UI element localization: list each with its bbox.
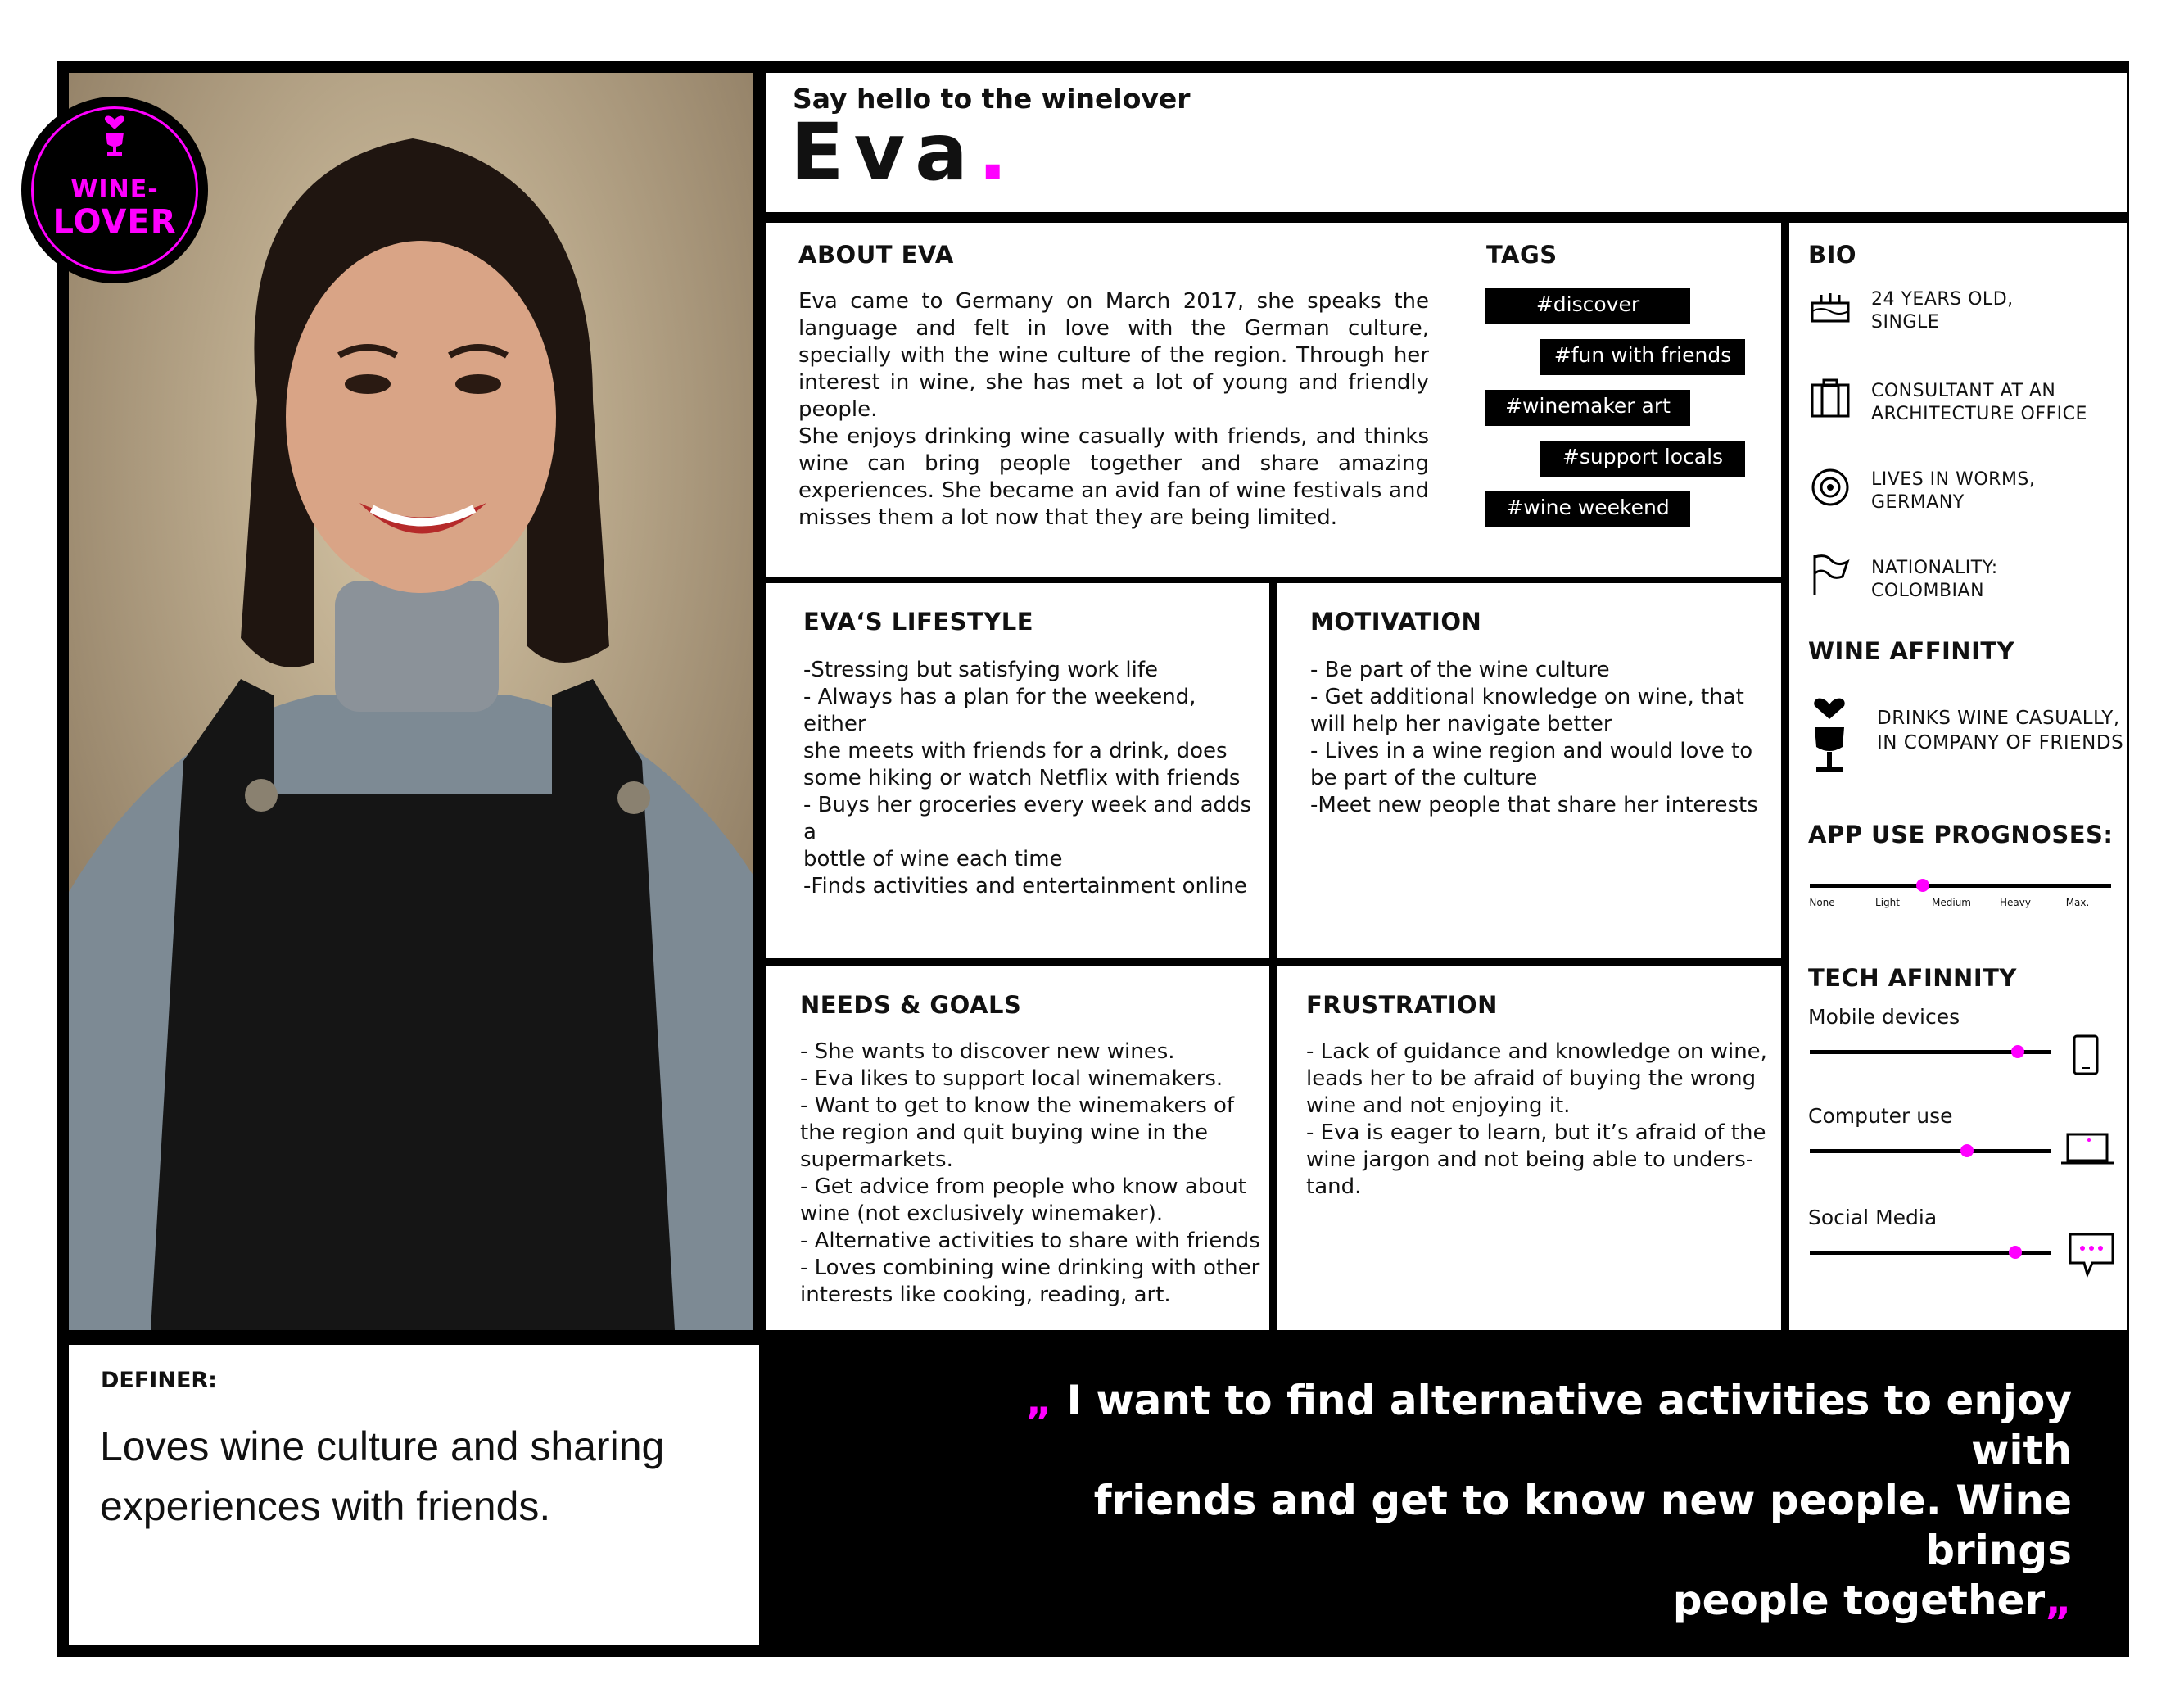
app-use-label-max: Max. [2065, 897, 2090, 908]
about-paragraph-1: Eva came to Germany on March 2017, she speaks the language and felt in love with the German culture, specially with the wine culture of the region. Through her interest in wine, she has met a lot of young and friendly people. [798, 289, 1429, 422]
app-use-title: APP USE PROGNOSES: [1808, 821, 2114, 848]
building-icon [1810, 378, 1851, 419]
frustration-list: - Lack of guidance and knowledge on wine, leads her to be afraid of buying the wrong wine and not enjoying it. - Eva is eager to learn, but it’s afraid of the wine jargon and not being able to unders- tand. [1306, 1039, 1767, 1199]
winelover-badge [21, 97, 208, 283]
motivation-panel [1277, 583, 1781, 958]
frustration-title: FRUSTRATION [1306, 991, 1498, 1019]
birthday-cake-icon [1810, 290, 1851, 323]
badge-line2: LOVER [52, 203, 177, 241]
badge-line1: WINE- [70, 175, 159, 204]
app-use-indicator[interactable] [1916, 879, 1929, 892]
app-use-track[interactable] [1810, 884, 2111, 888]
tech-computer-label: Computer use [1808, 1104, 1953, 1128]
wine-glass-heart-icon [101, 105, 129, 157]
app-use-label-light: Light [1875, 897, 1900, 908]
tech-title: TECH AFINNITY [1808, 964, 2017, 992]
tag-winemaker-art[interactable]: #winemaker art [1485, 390, 1690, 426]
wine-affinity-title: WINE AFFINITY [1808, 637, 2015, 665]
motivation-title: MOTIVATION [1310, 608, 1482, 636]
bio-nationality: NATIONALITY: COLOMBIAN [1871, 558, 1998, 601]
app-use-label-medium: Medium [1932, 897, 1971, 908]
needs-title: NEEDS & GOALS [800, 991, 1022, 1019]
wine-glass-heart-icon [1808, 686, 1851, 776]
tag-support-locals[interactable]: #support locals [1540, 441, 1745, 477]
lifestyle-panel [766, 583, 1269, 958]
tag-discover[interactable]: #discover [1485, 288, 1690, 324]
definer-panel [69, 1345, 759, 1645]
tech-mobile-indicator[interactable] [2011, 1045, 2024, 1058]
header-subtitle: Say hello to the winelover [793, 83, 1191, 115]
tech-social-indicator[interactable] [2009, 1246, 2022, 1259]
bio-location: LIVES IN WORMS, GERMANY [1871, 469, 2036, 513]
tech-social-label: Social Media [1808, 1206, 1938, 1229]
about-panel [766, 223, 1781, 577]
app-use-label-none: None [1809, 897, 1835, 908]
tech-computer-indicator[interactable] [1960, 1144, 1974, 1157]
quote-block [1015, 1376, 2072, 1626]
about-paragraph-2: She enjoys drinking wine casually with friends, and thinks wine can bring people together and share amazing experiences. She became an avid fan of wine festivals and misses them a lot now that they are being limited. [798, 424, 1429, 530]
about-title: ABOUT EVA [798, 241, 954, 269]
motivation-list: - Be part of the wine culture - Get additional knowledge on wine, that will help her navigate better - Lives in a wine region and would love to be part of the culture -Meet new people that share her interests [1310, 658, 1758, 817]
needs-goals-panel [766, 966, 1269, 1330]
app-use-label-heavy: Heavy [2000, 897, 2031, 908]
tag-fun-with-friends[interactable]: #fun with friends [1540, 339, 1745, 375]
wine-affinity-text: DRINKS WINE CASUALLY, IN COMPANY OF FRIENDS [1877, 708, 2124, 753]
bio-occupation: CONSULTANT AT AN ARCHITECTURE OFFICE [1871, 381, 2087, 424]
flag-icon [1810, 554, 1851, 596]
quote-close-mark: „ [2045, 1577, 2072, 1624]
tech-computer-track[interactable] [1810, 1149, 2051, 1153]
quote-line-2: friends and get to know new people. Wine brings [1093, 1477, 2072, 1574]
bio-title: BIO [1808, 241, 1857, 269]
tech-mobile-label: Mobile devices [1808, 1005, 1960, 1029]
quote-line-3: people together [1672, 1577, 2046, 1624]
location-icon [1810, 467, 1851, 508]
tags-title: TAGS [1486, 241, 1558, 269]
frustration-panel [1277, 966, 1781, 1330]
lifestyle-list: -Stressing but satisfying work life - Always has a plan for the weekend, either she meets with friends for a drink, does some hiking or watch Netflix with friends - Buys her groceries every week and adds a bottle of wine each time -Finds activities and entertainment online [803, 658, 1252, 898]
quote-open-mark: „ [1025, 1377, 1053, 1424]
smartphone-icon [2072, 1034, 2100, 1076]
title-dot: . [977, 106, 1018, 198]
laptop-icon [2061, 1132, 2114, 1166]
quote-line-1: I want to find alternative activities to enjoy with [1066, 1377, 2072, 1474]
bio-age: 24 YEARS OLD, SINGLE [1871, 289, 2014, 333]
lifestyle-title: EVA‘S LIFESTYLE [803, 608, 1034, 636]
header-panel [766, 73, 2127, 212]
definer-text: Loves wine culture and sharing experiences with friends. [100, 1423, 665, 1529]
definer-title: DEFINER: [101, 1368, 217, 1393]
tag-wine-weekend[interactable]: #wine weekend [1485, 491, 1690, 527]
chat-bubble-icon [2068, 1232, 2115, 1278]
bio-sidebar [1789, 223, 2127, 1330]
persona-name: Eva [790, 106, 978, 198]
needs-list: - She wants to discover new wines. - Eva likes to support local winemakers. - Want to get to know the winemakers of the region and quit buying wine in the supermarkets. - Get advice from people who know about wine (not exclusively winemaker). - Alternative activities to share with friends - Loves combining wine drinking with other interests like cooking, reading, art. [800, 1039, 1260, 1307]
page-title [790, 107, 1017, 197]
